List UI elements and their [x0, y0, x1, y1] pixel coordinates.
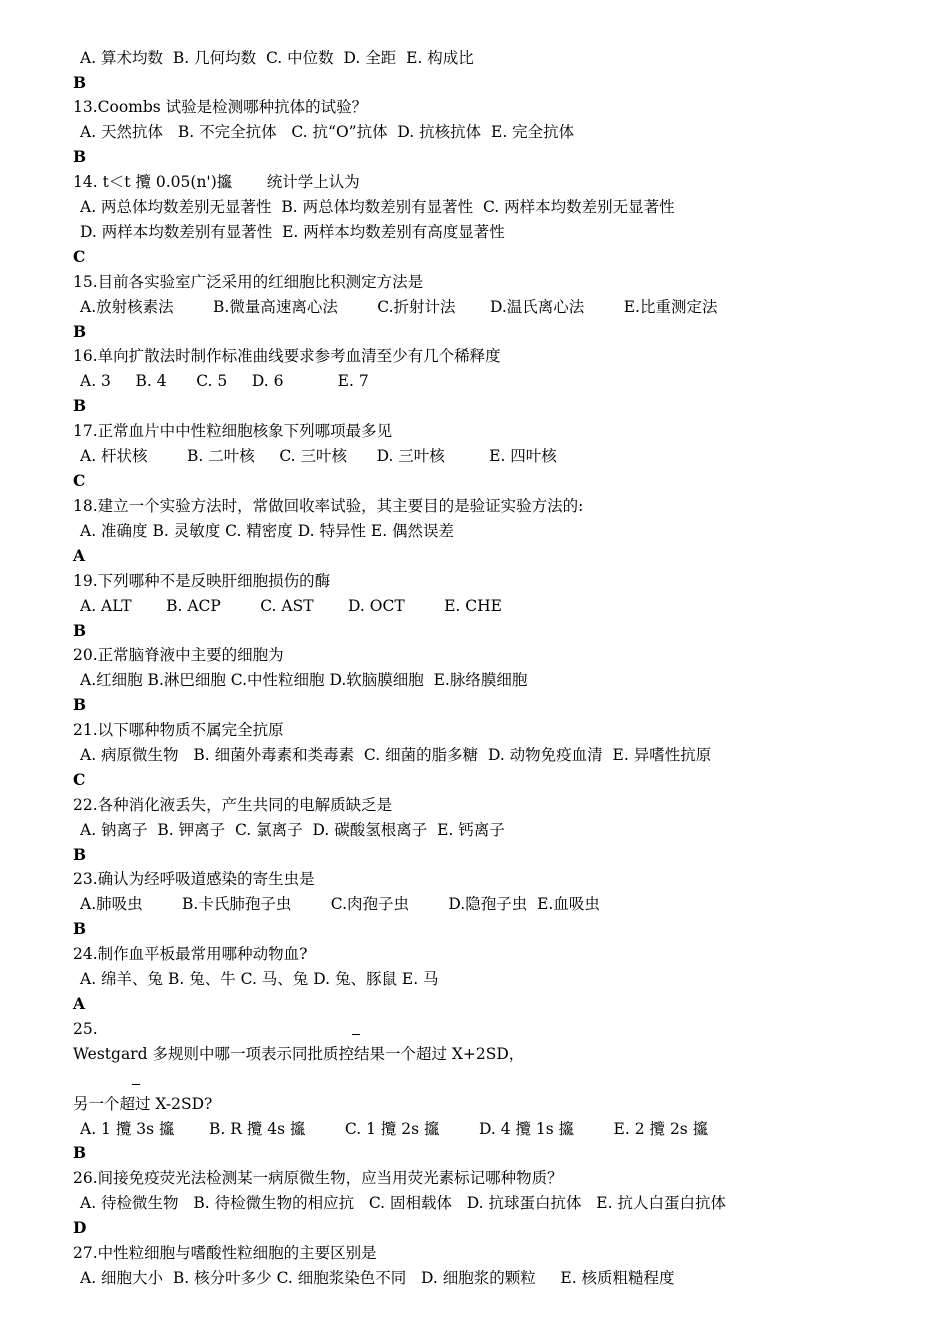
options-line: A.肺吸虫 B.卡氏肺孢子虫 C.肉孢子虫 D.隐孢子虫 E.血吸虫	[80, 895, 600, 913]
question-line: 18.建立一个实验方法时，常做回收率试验，其主要目的是验证实验方法的:	[73, 497, 584, 515]
question-line: 23.确认为经呼吸道感染的寄生虫是	[73, 870, 315, 888]
answer-line: B	[73, 73, 87, 92]
answer-line: A	[73, 994, 86, 1013]
options-line: A. ALT B. ACP C. AST D. OCT E. CHE	[80, 597, 502, 615]
options-line: A. 两总体均数差别无显著性 B. 两总体均数差别有显著性 C. 两样本均数差别无显著性	[80, 198, 675, 216]
options-line: A. 1 攬 3s 攨 B. R 攬 4s 攨 C. 1 攬 2s 攨 D. 4 攬 1s 攨 E. 2 攬 2s 攨	[80, 1120, 709, 1138]
question-line: 15.目前各实验室广泛采用的红细胞比积测定方法是	[73, 273, 424, 291]
question-line: Westgard 多规则中哪一项表示同批质控结果一个超过 X+2SD，	[73, 1045, 525, 1063]
question-line: 27.中性粒细胞与嗜酸性粒细胞的主要区别是	[73, 1244, 377, 1262]
options-line: A. 杆状核 B. 二叶核 C. 三叶核 D. 三叶核 E. 四叶核	[80, 447, 557, 465]
options-line: A. 天然抗体 B. 不完全抗体 C. 抗“O”抗体 D. 抗核抗体 E. 完全抗体	[80, 123, 575, 141]
xbar-mark-1	[352, 1034, 360, 1035]
question-line: 16.单向扩散法时制作标准曲线要求参考血清至少有几个稀释度	[73, 347, 501, 365]
answer-line: A	[73, 546, 86, 565]
options-line: D. 两样本均数差别有显著性 E. 两样本均数差别有高度显著性	[80, 223, 505, 241]
answer-line: C	[73, 770, 86, 789]
question-line: 14. t＜t 攬 0.05(n')攨 统计学上认为	[73, 173, 360, 191]
question-line: 22.各种消化液丢失，产生共同的电解质缺乏是	[73, 796, 393, 814]
question-line: 17.正常血片中中性粒细胞核象下列哪项最多见	[73, 422, 393, 440]
options-line: A. 3 B. 4 C. 5 D. 6 E. 7	[80, 372, 369, 390]
answer-line: B	[73, 695, 87, 714]
options-line: A. 细胞大小 B. 核分叶多少 C. 细胞浆染色不同 D. 细胞浆的颗粒 E. 核质粗糙程度	[80, 1269, 675, 1287]
question-line: 19.下列哪种不是反映肝细胞损伤的酶	[73, 572, 331, 590]
options-line: A. 绵羊、兔 B. 兔、牛 C. 马、兔 D. 兔、豚鼠 E. 马	[80, 970, 439, 988]
answer-line: B	[73, 621, 87, 640]
answer-line: C	[73, 247, 86, 266]
question-line: 13.Coombs 试验是检测哪种抗体的试验？	[73, 98, 368, 116]
answer-line: B	[73, 919, 87, 938]
options-line: A.放射核素法 B.微量高速离心法 C.折射计法 D.温氏离心法 E.比重测定法	[80, 298, 718, 316]
answer-line: B	[73, 1143, 87, 1162]
xbar-mark-2	[132, 1084, 140, 1085]
answer-line: D	[73, 1218, 87, 1237]
answer-line: C	[73, 471, 86, 490]
options-line: A.红细胞 B.淋巴细胞 C.中性粒细胞 D.软脑膜细胞 E.脉络膜细胞	[80, 671, 528, 689]
question-line: 25.	[73, 1020, 98, 1038]
options-line: A. 算术均数 B. 几何均数 C. 中位数 D. 全距 E. 构成比	[80, 49, 474, 67]
question-line: 24.制作血平板最常用哪种动物血?	[73, 945, 308, 963]
answer-line: B	[73, 396, 87, 415]
question-line: 20.正常脑脊液中主要的细胞为	[73, 646, 284, 664]
question-line: 26.间接免疫荧光法检测某一病原微生物，应当用荧光素标记哪种物质？	[73, 1169, 563, 1187]
answer-line: B	[73, 322, 87, 341]
answer-line: B	[73, 845, 87, 864]
options-line: A. 待检微生物 B. 待检微生物的相应抗 C. 固相载体 D. 抗球蛋白抗体 E. 抗人白蛋白抗体	[80, 1194, 726, 1212]
options-line: A. 病原微生物 B. 细菌外毒素和类毒素 C. 细菌的脂多糖 D. 动物免疫血清 E. 异嗜性抗原	[80, 746, 712, 764]
options-line: A. 钠离子 B. 钾离子 C. 氯离子 D. 碳酸氢根离子 E. 钙离子	[80, 821, 505, 839]
answer-line: B	[73, 147, 87, 166]
question-line: 另一个超过 X-2SD?	[73, 1095, 213, 1113]
question-line: 21.以下哪种物质不属完全抗原	[73, 721, 284, 739]
options-line: A. 准确度 B. 灵敏度 C. 精密度 D. 特异性 E. 偶然误差	[80, 522, 455, 540]
